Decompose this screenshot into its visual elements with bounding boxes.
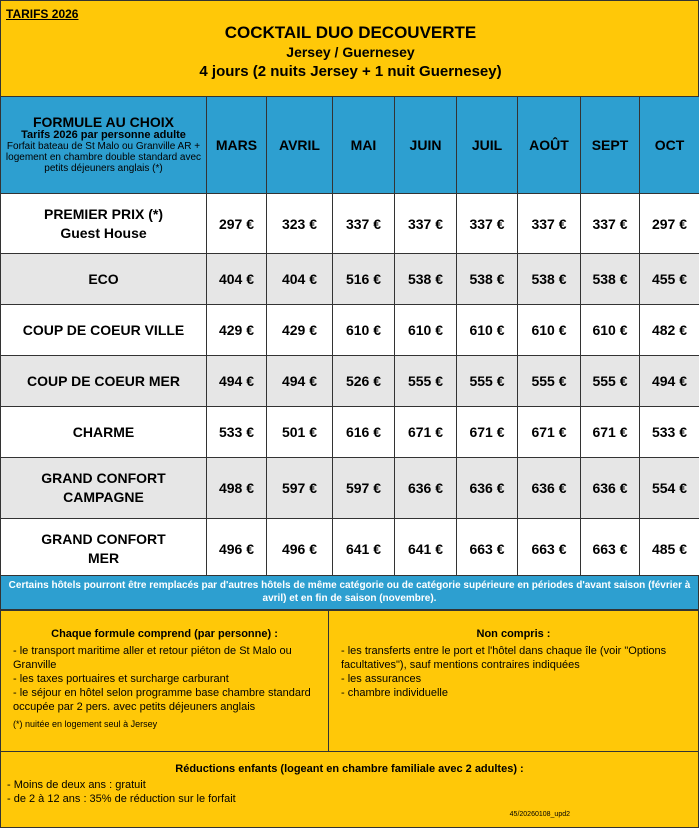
price-cell: 554 € bbox=[640, 458, 699, 519]
table-row bbox=[1, 254, 699, 305]
month-header: OCT bbox=[640, 97, 699, 194]
included-list bbox=[1, 644, 328, 731]
price-cell: 538 € bbox=[457, 254, 518, 305]
list-item: (*) nuitée en logement seul à Jersey bbox=[13, 719, 158, 729]
list-item: - les taxes portuaires et surcharge carburant bbox=[13, 673, 229, 685]
list-item: - de 2 à 12 ans : 35% de réduction sur le forfait bbox=[7, 793, 236, 805]
price-cell: 671 € bbox=[395, 407, 457, 458]
price-cell: 636 € bbox=[395, 458, 457, 519]
destination-subtitle: Jersey / Guernesey bbox=[286, 44, 415, 60]
price-cell: 494 € bbox=[207, 356, 267, 407]
document-reference: 45/20260108_upd2 bbox=[509, 811, 570, 818]
table-row bbox=[1, 407, 699, 458]
price-cell: 337 € bbox=[581, 194, 640, 254]
month-header: JUIL bbox=[457, 97, 518, 194]
excluded-box bbox=[328, 610, 699, 752]
reductions-title: Réductions enfants (logeant en chambre familiale avec 2 adultes) : bbox=[175, 763, 524, 775]
price-cell: 636 € bbox=[518, 458, 581, 519]
month-header: AVRIL bbox=[267, 97, 333, 194]
price-cell: 538 € bbox=[395, 254, 457, 305]
list-item: - le transport maritime aller et retour piéton de St Malo ou Granville bbox=[13, 645, 292, 671]
formula-subtitle: Tarifs 2026 par personne adulte bbox=[21, 128, 186, 141]
price-cell: 533 € bbox=[640, 407, 699, 458]
price-cell: 455 € bbox=[640, 254, 699, 305]
formula-name: GRAND CONFORT MER bbox=[1, 519, 207, 580]
price-cell: 610 € bbox=[333, 305, 395, 356]
price-cell: 533 € bbox=[207, 407, 267, 458]
list-item: - Moins de deux ans : gratuit bbox=[7, 779, 146, 791]
price-cell: 429 € bbox=[207, 305, 267, 356]
header bbox=[0, 0, 699, 97]
price-cell: 597 € bbox=[333, 458, 395, 519]
price-cell: 663 € bbox=[457, 519, 518, 580]
price-cell: 663 € bbox=[581, 519, 640, 580]
price-cell: 337 € bbox=[395, 194, 457, 254]
formula-name: COUP DE COEUR MER bbox=[1, 356, 207, 407]
formula-name: CHARME bbox=[1, 407, 207, 458]
excluded-list bbox=[329, 644, 698, 700]
month-header: SEPT bbox=[581, 97, 640, 194]
page-title: COCKTAIL DUO DECOUVERTE bbox=[224, 23, 477, 42]
formula-name: ECO bbox=[1, 254, 207, 305]
price-cell: 555 € bbox=[581, 356, 640, 407]
price-cell: 671 € bbox=[457, 407, 518, 458]
price-cell: 482 € bbox=[640, 305, 699, 356]
price-cell: 337 € bbox=[457, 194, 518, 254]
price-cell: 337 € bbox=[333, 194, 395, 254]
price-cell: 404 € bbox=[267, 254, 333, 305]
table-row bbox=[1, 519, 699, 580]
price-cell: 496 € bbox=[207, 519, 267, 580]
price-cell: 610 € bbox=[395, 305, 457, 356]
price-cell: 610 € bbox=[581, 305, 640, 356]
reductions-list bbox=[1, 778, 698, 806]
price-cell: 636 € bbox=[581, 458, 640, 519]
price-cell: 538 € bbox=[581, 254, 640, 305]
formula-header bbox=[1, 97, 207, 194]
price-cell: 555 € bbox=[395, 356, 457, 407]
month-header: MAI bbox=[333, 97, 395, 194]
formula-name: COUP DE COEUR VILLE bbox=[1, 305, 207, 356]
list-item: - le séjour en hôtel selon programme base chambre standard occupée par 2 pers. avec petits déjeuners anglais bbox=[13, 687, 311, 713]
price-cell: 671 € bbox=[581, 407, 640, 458]
month-header: MARS bbox=[207, 97, 267, 194]
list-item: - les assurances bbox=[341, 673, 422, 685]
price-cell: 498 € bbox=[207, 458, 267, 519]
price-cell: 297 € bbox=[640, 194, 699, 254]
price-cell: 671 € bbox=[518, 407, 581, 458]
price-cell: 494 € bbox=[640, 356, 699, 407]
month-header: JUIN bbox=[395, 97, 457, 194]
formula-name: PREMIER PRIX (*) Guest House bbox=[1, 194, 207, 254]
price-cell: 516 € bbox=[333, 254, 395, 305]
price-cell: 485 € bbox=[640, 519, 699, 580]
price-cell: 641 € bbox=[333, 519, 395, 580]
price-cell: 610 € bbox=[518, 305, 581, 356]
table-row bbox=[1, 305, 699, 356]
table-row bbox=[1, 194, 699, 254]
formula-description: Forfait bateau de St Malo ou Granville AR + logement en chambre double standard avec petits déjeuners anglais (*) bbox=[5, 140, 202, 174]
month-header: AOÛT bbox=[518, 97, 581, 194]
included-title: Chaque formule comprend (par personne) : bbox=[51, 628, 278, 640]
list-item: - les transferts entre le port et l'hôtel dans chaque île (voir "Options facultatives"), sauf mentions contraires indiquées bbox=[341, 645, 667, 671]
price-cell: 636 € bbox=[457, 458, 518, 519]
price-cell: 429 € bbox=[267, 305, 333, 356]
table-header-row bbox=[1, 97, 699, 194]
price-cell: 323 € bbox=[267, 194, 333, 254]
table-row bbox=[1, 458, 699, 519]
price-cell: 404 € bbox=[207, 254, 267, 305]
excluded-title: Non compris : bbox=[476, 628, 551, 640]
price-table bbox=[0, 96, 699, 580]
tariff-tag: TARIFS 2026 bbox=[6, 7, 79, 21]
price-cell: 297 € bbox=[207, 194, 267, 254]
list-item: - chambre individuelle bbox=[341, 687, 448, 699]
price-cell: 616 € bbox=[333, 407, 395, 458]
price-cell: 496 € bbox=[267, 519, 333, 580]
price-cell: 555 € bbox=[457, 356, 518, 407]
price-cell: 663 € bbox=[518, 519, 581, 580]
price-cell: 597 € bbox=[267, 458, 333, 519]
price-cell: 501 € bbox=[267, 407, 333, 458]
price-cell: 641 € bbox=[395, 519, 457, 580]
formula-name: GRAND CONFORT CAMPAGNE bbox=[1, 458, 207, 519]
price-cell: 526 € bbox=[333, 356, 395, 407]
included-box bbox=[0, 610, 329, 752]
hotel-substitution-note: Certains hôtels pourront être remplacés par d'autres hôtels de même catégorie ou de catégorie supérieure en périodes d'avant saison (février à avril) et en fin de saison (novembre). bbox=[0, 575, 699, 610]
child-reductions-box bbox=[0, 751, 699, 828]
formula-title: FORMULE AU CHOIX bbox=[32, 113, 175, 130]
price-cell: 555 € bbox=[518, 356, 581, 407]
duration-subtitle: 4 jours (2 nuits Jersey + 1 nuit Guernesey) bbox=[199, 63, 502, 80]
price-cell: 610 € bbox=[457, 305, 518, 356]
price-cell: 337 € bbox=[518, 194, 581, 254]
price-cell: 494 € bbox=[267, 356, 333, 407]
table-row bbox=[1, 356, 699, 407]
price-cell: 538 € bbox=[518, 254, 581, 305]
